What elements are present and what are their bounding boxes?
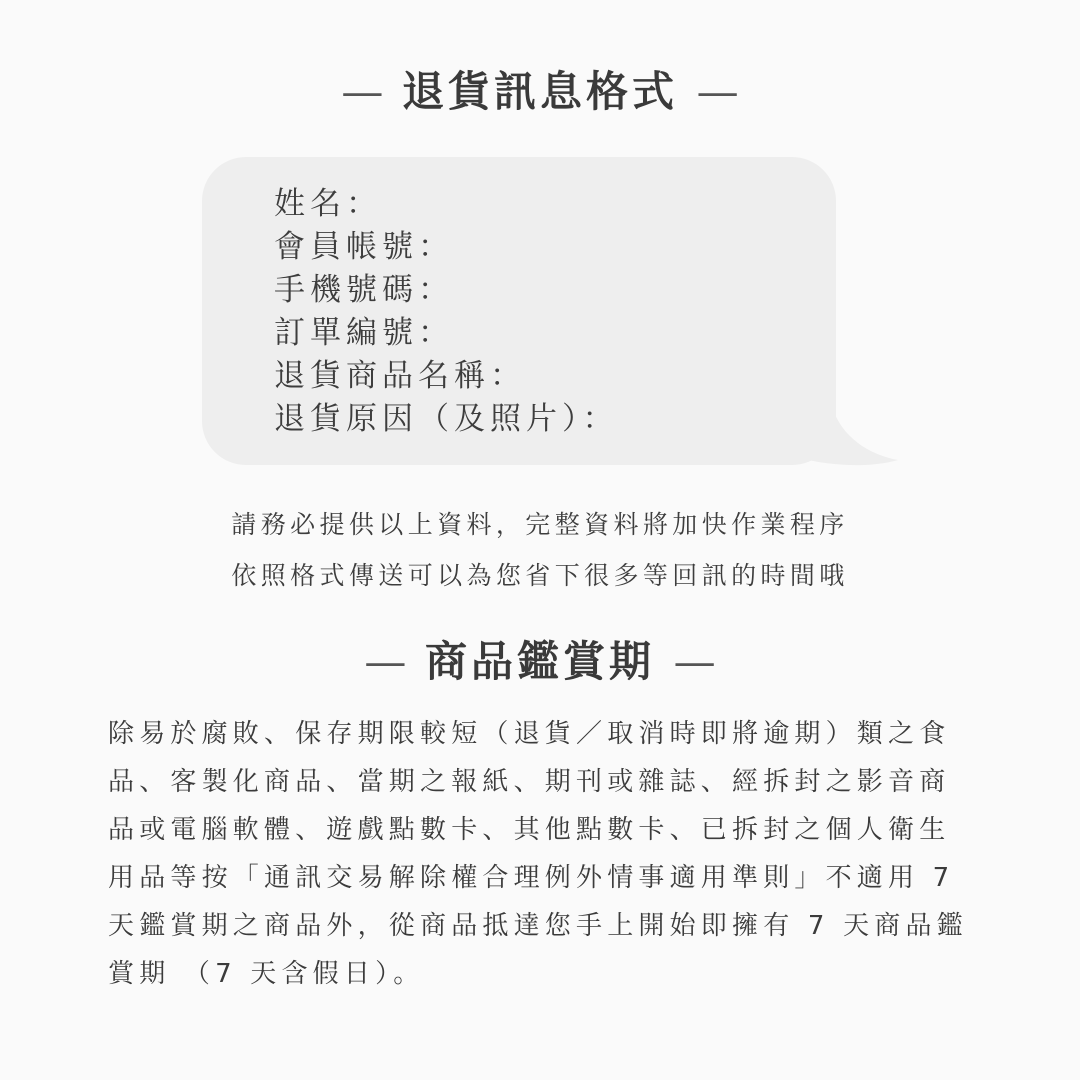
note-line-1: 請務必提供以上資料，完整資料將加快作業程序 (231, 510, 849, 539)
trial-period-text (108, 718, 988, 1006)
form-field-product-name: 退貨商品名稱： (274, 358, 526, 394)
form-field-return-reason: 退貨原因（及照片）： (274, 401, 619, 437)
form-field-name: 姓名： (274, 186, 382, 222)
paragraph-line: 除易於腐敗、保存期限較短（退貨／取消時即將逾期）類之食 (108, 719, 951, 749)
paragraph-line: 品或電腦軟體、遊戲點數卡、其他點數卡、已拆封之個人衛生 (108, 815, 951, 845)
paragraph-line: 品、客製化商品、當期之報紙、期刊或雜誌、經拆封之影音商 (108, 767, 951, 797)
paragraph-line: 天鑑賞期之商品外，從商品抵達您手上開始即擁有 7 天商品鑑 (108, 911, 968, 941)
trial-period-title: 商品鑑賞期 (424, 637, 655, 686)
paragraph-line: 賞期 （7 天含假日）。 (108, 959, 425, 989)
paragraph-line: 用品等按「通訊交易解除權合理例外情事適用準則」不適用 7 (108, 863, 955, 893)
form-field-order-number: 訂單編號： (274, 315, 454, 351)
form-field-phone: 手機號碼： (274, 272, 454, 308)
return-form-fields (274, 183, 619, 441)
form-field-member-account: 會員帳號： (274, 229, 454, 265)
heading-dash-left: — (341, 67, 384, 116)
return-format-heading (0, 66, 1080, 118)
speech-bubble (202, 157, 836, 465)
heading-dash-left: — (364, 637, 407, 686)
return-format-title: 退貨訊息格式 (401, 67, 678, 116)
heading-dash-right: — (696, 67, 739, 116)
heading-dash-right: — (673, 637, 716, 686)
note-line-2: 依照格式傳送可以為您省下很多等回訊的時間哦 (231, 561, 849, 590)
trial-period-heading (0, 636, 1080, 688)
